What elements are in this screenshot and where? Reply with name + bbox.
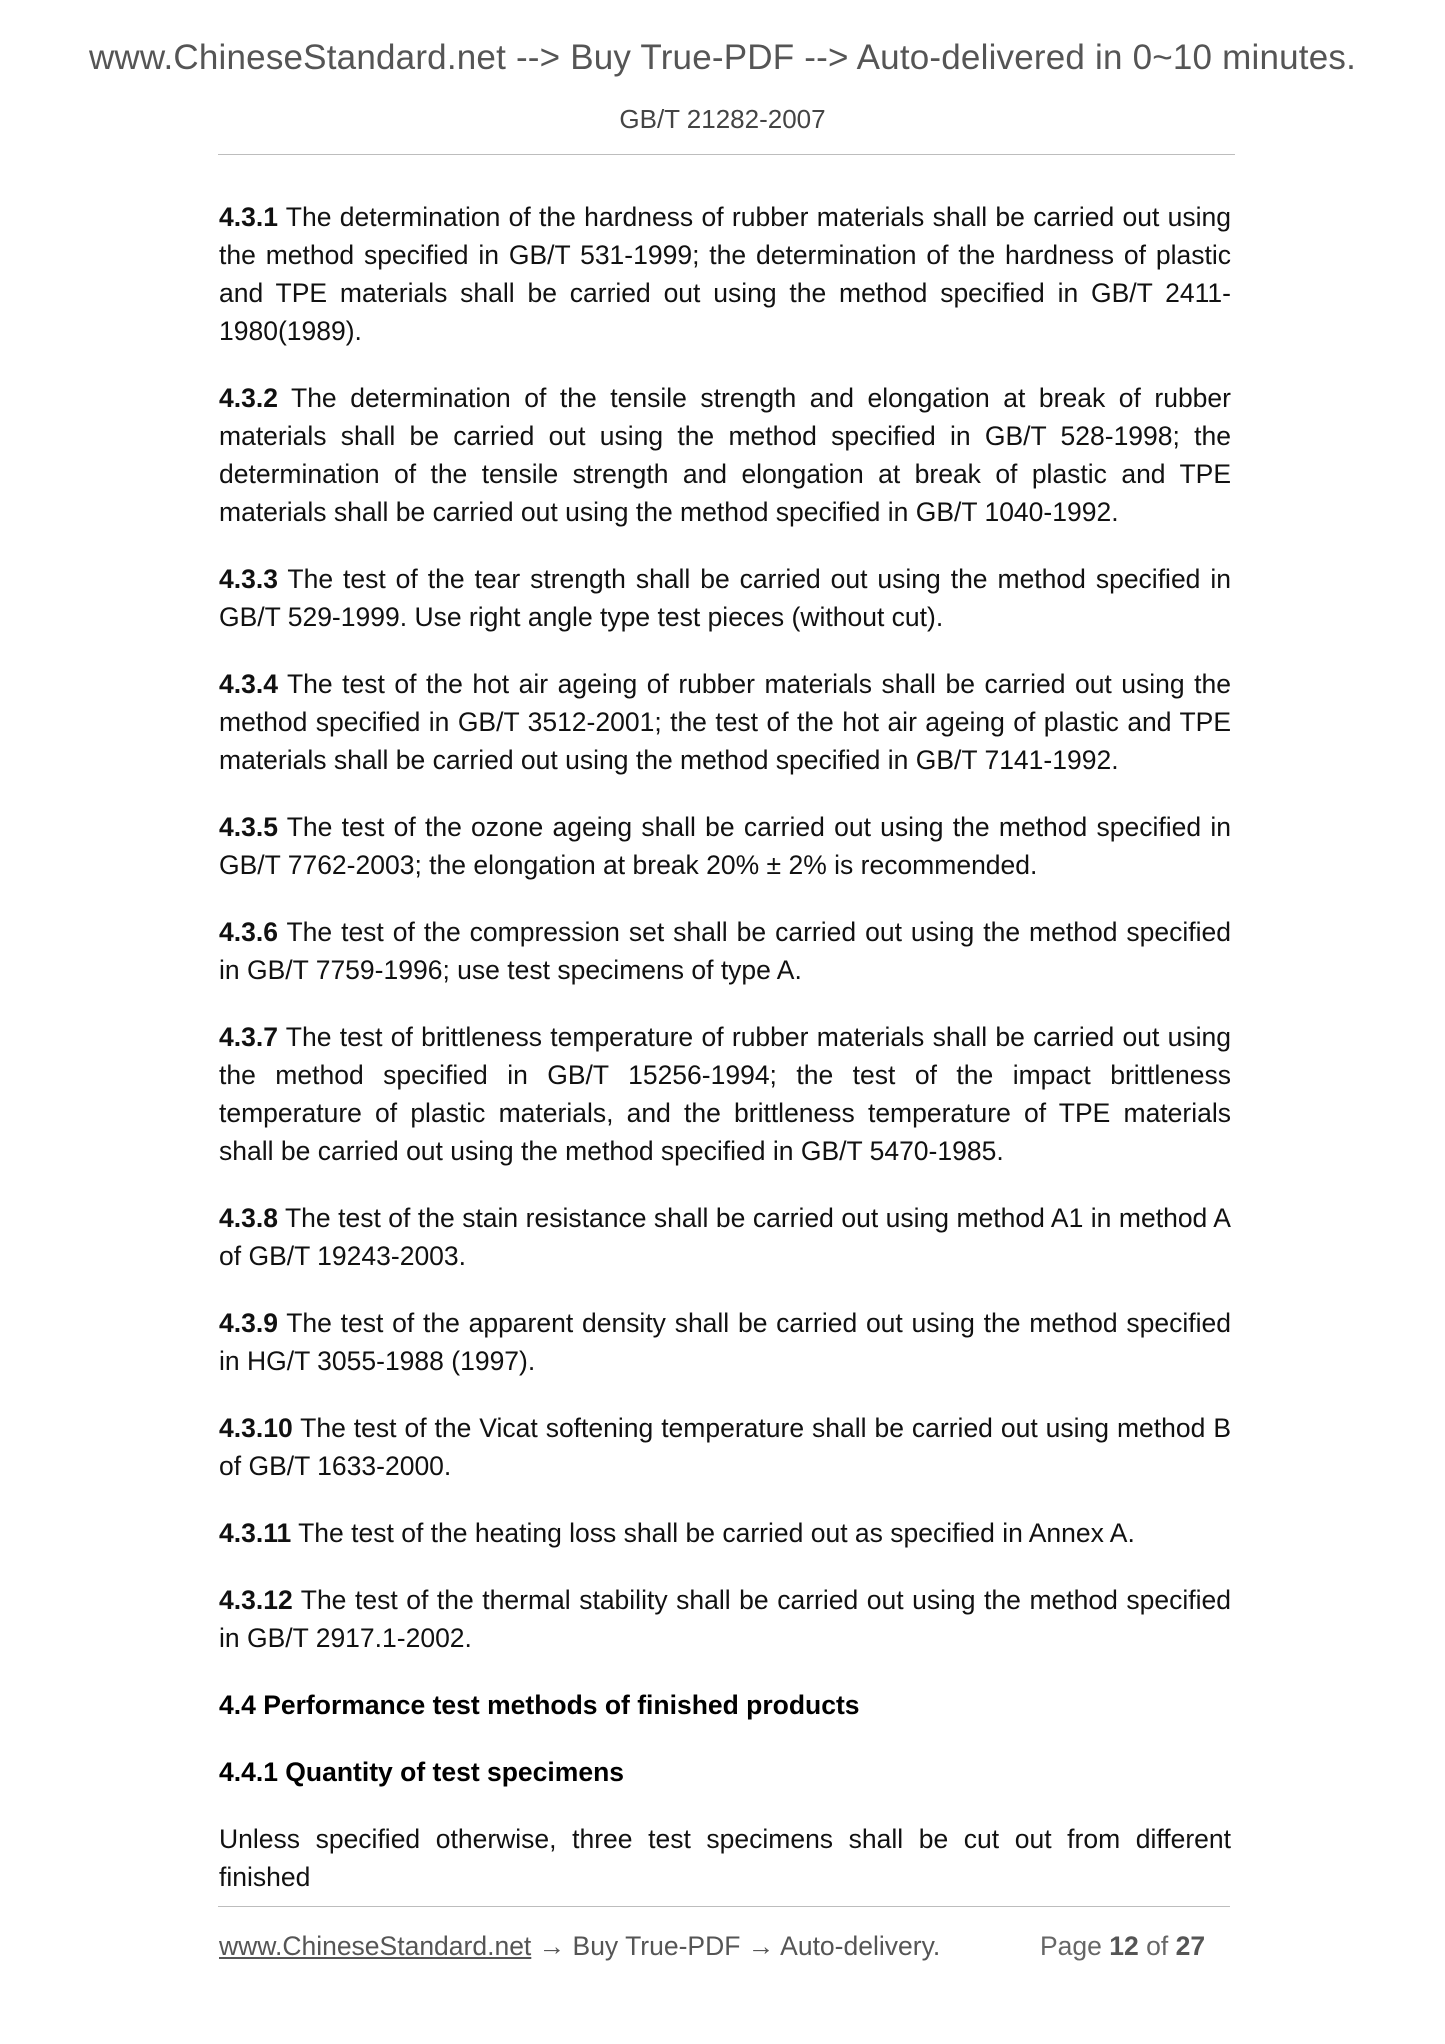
clause-text: The test of the hot air ageing of rubber materials shall be carried out using the method specified in GB/T 3512-2001; the test of the hot air ageing of plastic and TPE materials shall be carried out using the method specified in GB/T 7141-1992. xyxy=(219,669,1231,775)
footer-promo-text: → Buy True-PDF → Auto-delivery. xyxy=(531,1931,941,1961)
document-code: GB/T 21282-2007 xyxy=(619,104,826,134)
clause-number: 4.3.9 xyxy=(219,1308,278,1338)
clause-text: The determination of the tensile strength and elongation at break of rubber materials shall be carried out using the method specified in GB/T 528-1998; the determination of the tensile strength and elongation at break of plastic and TPE materials shall be carried out using the method specified in GB/T 1040-1992. xyxy=(219,383,1231,527)
clause-4-3-12 xyxy=(219,1581,1231,1657)
clause-4-3-3 xyxy=(219,560,1231,636)
clause-number: 4.3.1 xyxy=(219,202,278,232)
footer-divider xyxy=(218,1906,1230,1907)
page-word: Page xyxy=(1040,1931,1110,1961)
clause-number: 4.3.2 xyxy=(219,383,278,413)
top-banner: www.ChineseStandard.net --> Buy True-PDF --> Auto-delivered in 0~10 minutes. xyxy=(88,38,1357,77)
clause-number: 4.3.11 xyxy=(219,1518,292,1548)
clause-4-3-4 xyxy=(219,665,1231,779)
clause-text: The determination of the hardness of rubber materials shall be carried out using the method specified in GB/T 531-1999; the determination of the hardness of plastic and TPE materials shall be carried out using the method specified in GB/T 2411-1980(1989). xyxy=(219,202,1231,346)
clause-number: 4.3.8 xyxy=(219,1203,278,1233)
page-indicator xyxy=(1040,1931,1205,1962)
clause-number: 4.3.12 xyxy=(219,1585,293,1615)
clause-4-3-6 xyxy=(219,913,1231,989)
clause-text: The test of the ozone ageing shall be carried out using the method specified in GB/T 7762-2003; the elongation at break 20% ± 2% is recommended. xyxy=(219,812,1231,880)
clause-4-3-11 xyxy=(219,1514,1231,1552)
clause-number: 4.3.4 xyxy=(219,669,278,699)
clause-number: 4.3.3 xyxy=(219,564,278,594)
clause-text: The test of the stain resistance shall be carried out using method A1 in method A of GB/T 19243-2003. xyxy=(219,1203,1231,1271)
clause-text: The test of the heating loss shall be carried out as specified in Annex A. xyxy=(291,1518,1135,1548)
clause-4-3-7 xyxy=(219,1018,1231,1170)
clause-text: The test of brittleness temperature of rubber materials shall be carried out using the method specified in GB/T 15256-1994; the test of the impact brittleness temperature of plastic materials, and the brittleness temperature of TPE materials shall be carried out using the method specified in GB/T 5470-1985. xyxy=(219,1022,1231,1166)
clause-number: 4.3.7 xyxy=(219,1022,278,1052)
total-pages: 27 xyxy=(1175,1931,1206,1961)
clause-4-3-2 xyxy=(219,379,1231,531)
clause-text: The test of the Vicat softening temperature shall be carried out using method B of GB/T 1633-2000. xyxy=(219,1413,1231,1481)
clause-4-3-8 xyxy=(219,1199,1231,1275)
clause-text: The test of the compression set shall be carried out using the method specified in GB/T 7759-1996; use test specimens of type A. xyxy=(219,917,1231,985)
clause-text: The test of the tear strength shall be carried out using the method specified in GB/T 529-1999. Use right angle type test pieces (without cut). xyxy=(219,564,1231,632)
page-body xyxy=(219,198,1231,1896)
section-heading-4-4: 4.4 Performance test methods of finished products xyxy=(219,1690,860,1720)
clause-4-3-10 xyxy=(219,1409,1231,1485)
current-page-number: 12 xyxy=(1109,1931,1139,1961)
clause-4-3-9 xyxy=(219,1304,1231,1380)
clause-number: 4.3.5 xyxy=(219,812,278,842)
of-word: of xyxy=(1138,1931,1176,1961)
clause-number: 4.3.6 xyxy=(219,917,278,947)
clause-text-continued: Unless specified otherwise, three test specimens shall be cut out from different finished xyxy=(219,1824,1231,1892)
footer-promo xyxy=(219,1931,940,1962)
clause-number: 4.3.10 xyxy=(219,1413,293,1443)
section-heading-4-4-1: 4.4.1 Quantity of test specimens xyxy=(219,1757,624,1787)
header-divider xyxy=(218,154,1235,155)
clause-4-3-1 xyxy=(219,198,1231,350)
clause-4-3-5 xyxy=(219,808,1231,884)
clause-text: The test of the apparent density shall be carried out using the method specified in HG/T 3055-1988 (1997). xyxy=(219,1308,1231,1376)
clause-text: The test of the thermal stability shall be carried out using the method specified in GB/T 2917.1-2002. xyxy=(219,1585,1231,1653)
website-link[interactable]: www.ChineseStandard.net xyxy=(219,1931,532,1961)
